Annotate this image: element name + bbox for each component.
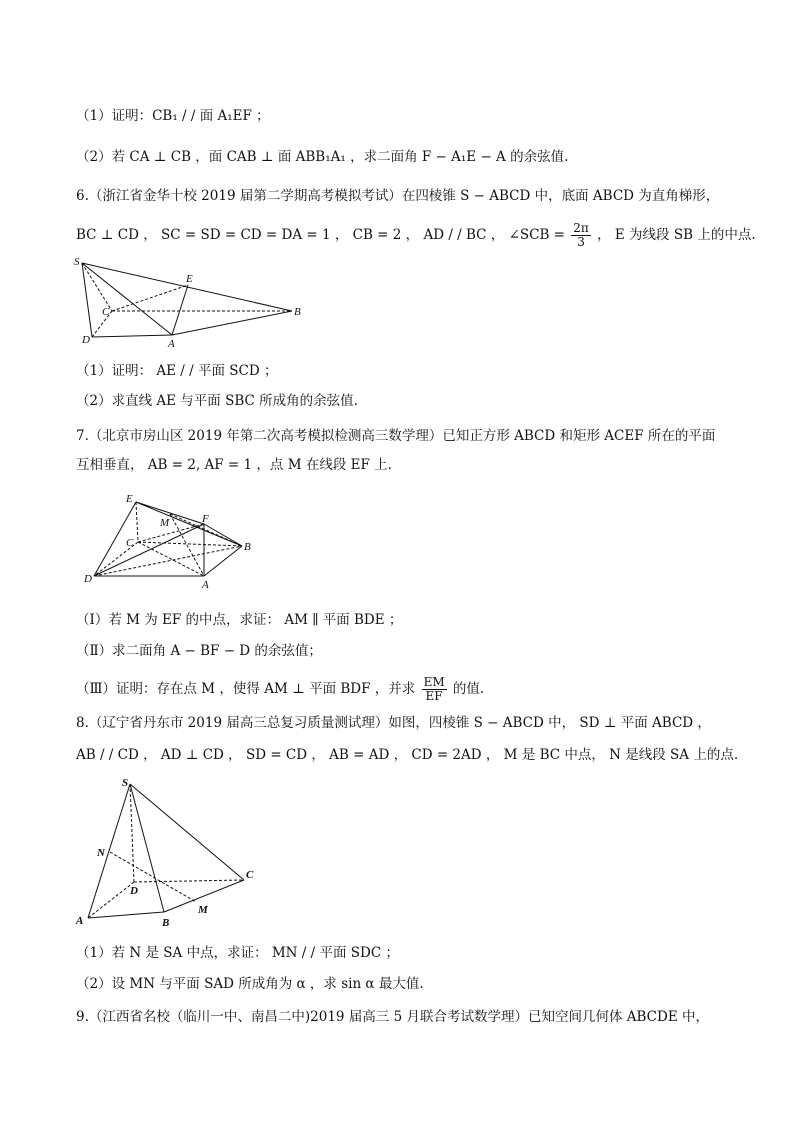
q8-label-a: A bbox=[76, 915, 84, 927]
q5-part2: （2）若 CA ⊥ CB ，面 CAB ⊥ 面 ABB₁A₁ ，求二面角 F − A₁E − A 的余弦值. bbox=[76, 149, 569, 165]
q7-label-b: B bbox=[244, 541, 251, 553]
q8-stem-line1: 8.（辽宁省丹东市 2019 届高三总复习质量测试理）如图，四棱锥 S − ABCD 中， SD ⊥ 平面 ABCD ， bbox=[76, 715, 711, 731]
q7-stem-line1: 7.（北京市房山区 2019 年第二次高考模拟检测高三数学理）已知正方形 ABCD 和矩形 ACEF 所在的平面 bbox=[76, 428, 716, 444]
q7-label-m: M bbox=[160, 517, 170, 529]
q9-stem-line1: 9.（江西省名校（临川一中、南昌二中)2019 届高三 5 月联合考试数学理）已知空间几何体 ABCDE 中， bbox=[76, 1009, 709, 1025]
q8-label-m: M bbox=[198, 904, 208, 916]
q7-figure bbox=[80, 490, 260, 590]
q6-label-e: E bbox=[186, 273, 193, 285]
q6-label-d: D bbox=[82, 334, 90, 346]
q6-stem-line2 bbox=[76, 222, 756, 249]
q8-label-c: C bbox=[246, 869, 254, 881]
q6-stem-line2-a: BC ⊥ CD ， SC = SD = CD = DA = 1 ， CB = 2 ， AD / / BC ， ∠SCB = bbox=[76, 227, 565, 243]
q6-label-c: C bbox=[102, 306, 110, 318]
q6-angle-fraction bbox=[571, 222, 591, 249]
q6-frac-num: 2π bbox=[573, 221, 589, 235]
q7-part3 bbox=[76, 676, 484, 703]
q6-stem-line2-b: ， E 为线段 SB 上的中点. bbox=[597, 227, 756, 243]
q7-stem-line2: 互相垂直， AB = 2, AF = 1 ，点 M 在线段 EF 上. bbox=[76, 457, 392, 473]
q7-label-d: D bbox=[84, 573, 92, 585]
q7-frac-num: EM bbox=[423, 675, 445, 689]
q8-stem-line2: AB / / CD ， AD ⊥ CD ， SD = CD ， AB = AD ， CD = 2AD ， M 是 BC 中点， N 是线段 SA 上的点. bbox=[76, 747, 739, 763]
q6-label-a: A bbox=[168, 338, 175, 350]
q7-ratio-fraction bbox=[422, 676, 447, 703]
q8-label-b: B bbox=[162, 917, 170, 929]
q8-label-d: D bbox=[130, 885, 138, 897]
q6-part2: （2）求直线 AE 与平面 SBC 所成角的余弦值. bbox=[76, 393, 358, 409]
q7-label-a: A bbox=[202, 579, 209, 591]
q7-label-c: C bbox=[126, 537, 134, 549]
q8-figure bbox=[72, 772, 272, 932]
q6-frac-den: 3 bbox=[577, 235, 585, 249]
q7-part3-b: 的值. bbox=[452, 681, 485, 697]
q8-part1: （1）若 N 是 SA 中点，求证： MN / / 平面 SDC ； bbox=[76, 945, 399, 961]
q5-part1: （1）证明：CB₁ / / 面 A₁EF ； bbox=[76, 108, 270, 124]
q6-part1: （1）证明： AE / / 平面 SCD ； bbox=[76, 363, 278, 379]
q7-label-e: E bbox=[126, 493, 133, 505]
q7-part1: （Ⅰ）若 M 为 EF 的中点，求证： AM ∥ 平面 BDE ； bbox=[76, 612, 403, 628]
q8-part2: （2）设 MN 与平面 SAD 所成角为 α ，求 sin α 最大值. bbox=[76, 976, 424, 992]
q6-label-b: B bbox=[294, 306, 301, 318]
q7-part3-a: （Ⅲ）证明：存在点 M ，使得 AM ⊥ 平面 BDF ，并求 bbox=[76, 681, 416, 697]
q7-label-f: F bbox=[202, 513, 209, 525]
q8-label-s: S bbox=[122, 777, 129, 789]
q6-stem-line1: 6.（浙江省金华十校 2019 届第二学期高考模拟考试）在四棱锥 S − ABCD 中，底面 ABCD 为直角梯形， bbox=[76, 188, 720, 204]
q8-label-n: N bbox=[97, 847, 105, 859]
q7-part2: （Ⅱ）求二面角 A − BF − D 的余弦值； bbox=[76, 643, 322, 659]
q6-figure bbox=[70, 255, 310, 350]
q6-label-s: S bbox=[74, 256, 80, 268]
q7-frac-den: EF bbox=[425, 689, 443, 703]
